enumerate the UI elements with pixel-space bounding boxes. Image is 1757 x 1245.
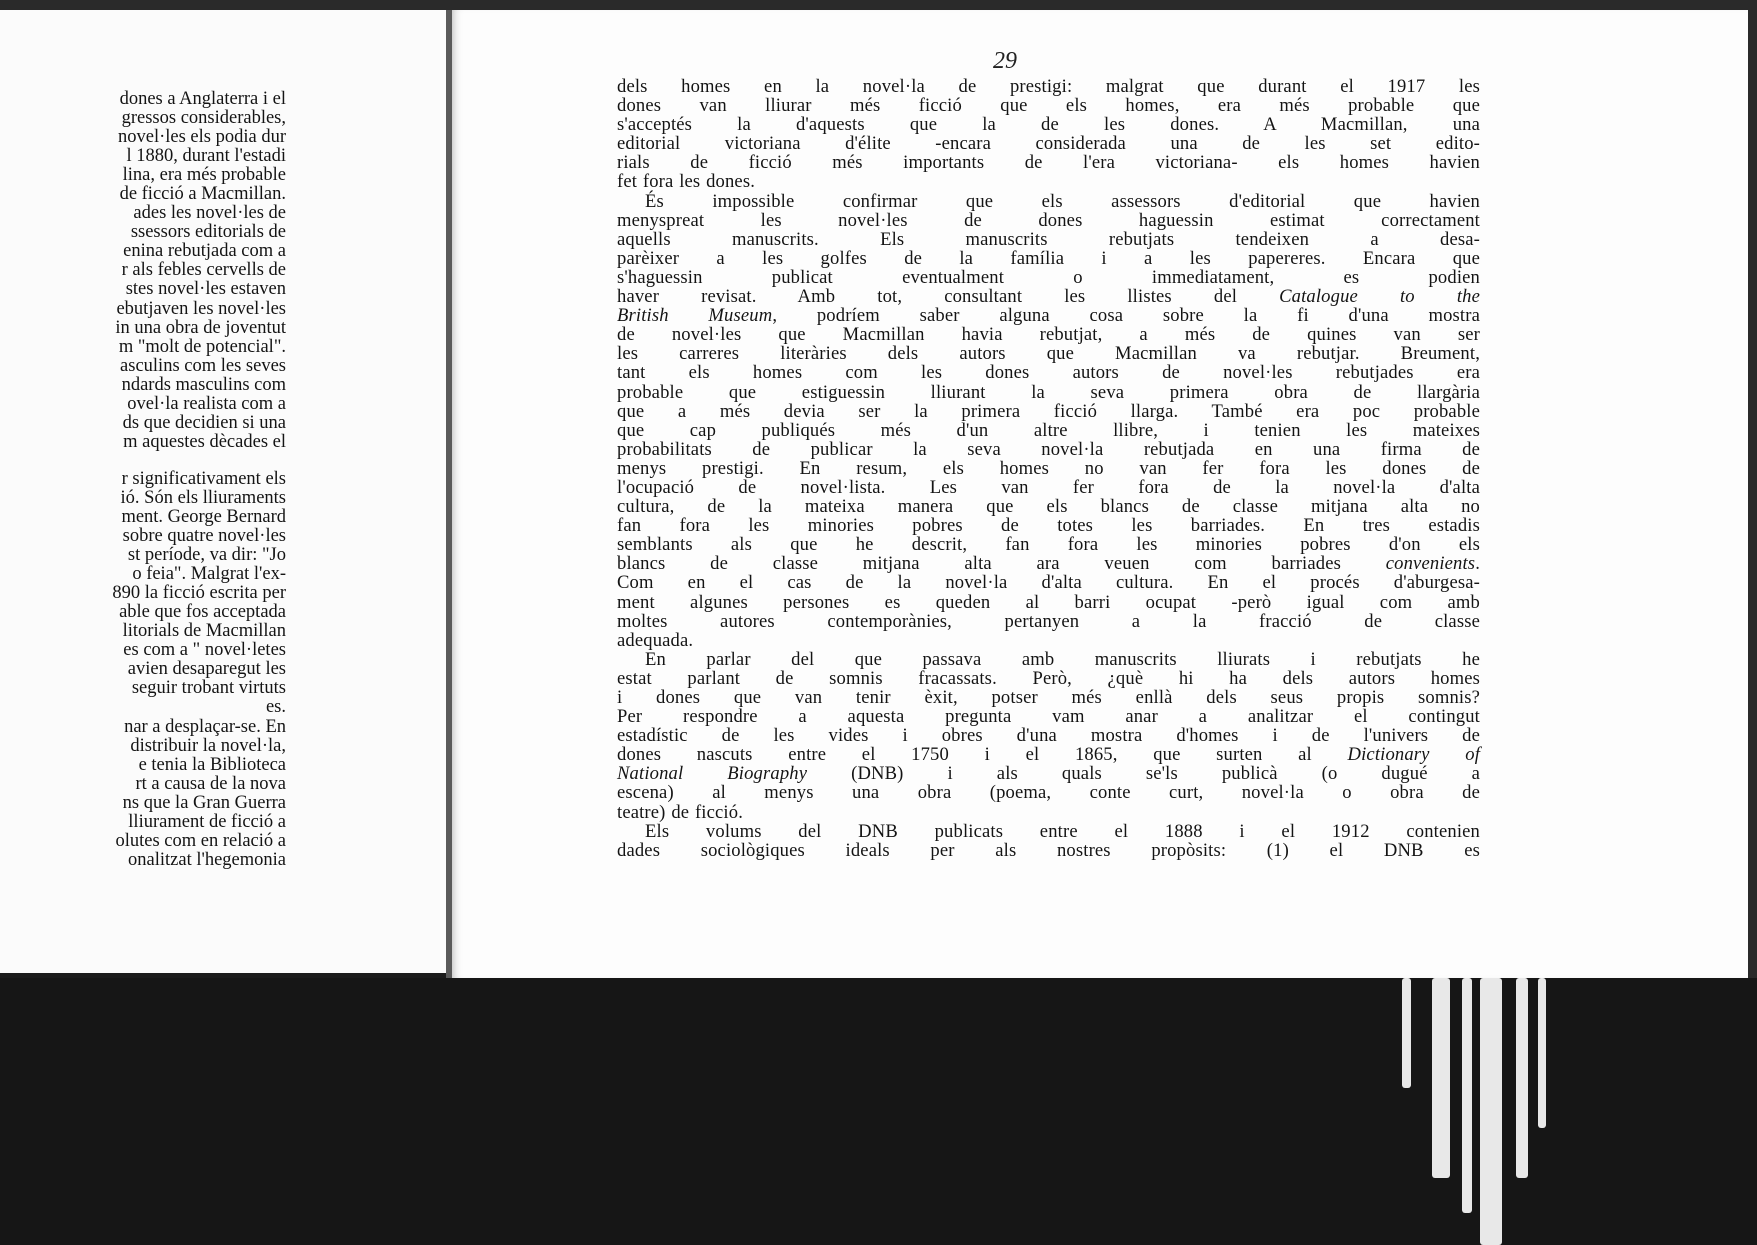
left-page-line: gressos considerables, bbox=[121, 108, 286, 129]
left-page-line: ment. George Bernard bbox=[121, 506, 286, 527]
light-stripe bbox=[1538, 978, 1546, 1128]
left-page-line: m aquestes dècades el bbox=[123, 431, 286, 452]
left-page-line: asculins com les seves bbox=[120, 355, 286, 376]
left-page-line: ds que decidien si una bbox=[122, 412, 286, 433]
right-page-line: i dones que van tenir èxit, potser més enllà dels seus propis somnis? bbox=[617, 687, 1480, 708]
right-page-line: dones van lliurar més ficció que els homes, era més probable que bbox=[617, 95, 1480, 117]
left-page-line: es. bbox=[265, 697, 286, 718]
right-page-line: Com en el cas de la novel·la d'alta cultura. En el procés d'aburgesa- bbox=[617, 572, 1480, 594]
right-page-line: British Museum, podríem saber alguna cosa sobre la fi d'una mostra bbox=[617, 305, 1480, 327]
left-page-line: ebutjaven les novel·les bbox=[116, 298, 286, 319]
right-page-line: les carreres literàries dels autors que Macmillan va rebutjar. Breument, bbox=[617, 343, 1480, 365]
left-page-line: 890 la ficció escrita per bbox=[112, 583, 286, 604]
left-page bbox=[0, 10, 446, 973]
left-page-line: rt a causa de la nova bbox=[135, 773, 286, 794]
right-page-line: que a més devia ser la primera ficció llarga. També era poc probable bbox=[617, 400, 1480, 422]
left-page-line: nar a desplaçar-se. En bbox=[124, 716, 286, 737]
right-page-line: s'haguessin publicat eventualment o immediatament, es podien bbox=[617, 266, 1480, 288]
right-page-line: de novel·les que Macmillan havia rebutjat, a més de quines van ser bbox=[617, 324, 1480, 346]
right-page bbox=[452, 10, 1752, 978]
right-page-line: editorial victoriana d'élite -encara considerada una de les set edito- bbox=[617, 133, 1480, 155]
right-page-line: escena) al menys una obra (poema, conte curt, novel·la o obra de bbox=[617, 782, 1480, 804]
left-page-line: lina, era més probable bbox=[122, 165, 286, 186]
right-page-line: adequada. bbox=[617, 629, 694, 651]
left-page-line: avien desaparegut les bbox=[127, 659, 286, 680]
left-page-line: olutes com en relació a bbox=[115, 830, 286, 851]
scan-right-edge bbox=[1748, 0, 1757, 978]
right-page-line: menys prestigi. En resum, els homes no van fer fora les dones de bbox=[617, 457, 1480, 479]
right-page-line: que cap publiqués més d'un altre llibre, i tenien les mateixes bbox=[617, 419, 1480, 441]
page-number: 29 bbox=[993, 48, 1017, 74]
right-page-line: ment algunes persones es queden al barri ocupat -però igual com amb bbox=[617, 591, 1480, 613]
left-page-line: de ficció a Macmillan. bbox=[119, 184, 286, 205]
left-page-line: ades les novel·les de bbox=[133, 203, 286, 224]
left-page-line: ndards masculins com bbox=[121, 374, 286, 395]
right-page-line: fan fora les minories pobres de totes les barriades. En tres estadis bbox=[617, 515, 1480, 537]
right-page-line: tant els homes com les dones autors de novel·les rebutjades era bbox=[617, 362, 1480, 384]
left-page-line: seguir trobant virtuts bbox=[131, 678, 286, 699]
right-page-text bbox=[617, 77, 1480, 860]
right-page-line: estat parlant de somnis fracassats. Però, ¿què hi ha dels autors homes bbox=[617, 667, 1480, 689]
right-page-line: National Biography (DNB) i als quals se'ls publicà (o dugué a bbox=[617, 763, 1480, 785]
right-page-line: haver revisat. Amb tot, consultant les llistes del Catalogue to the bbox=[617, 286, 1480, 308]
light-stripe bbox=[1480, 978, 1502, 1245]
right-page-line: cultura, de la mateixa manera que els blancs de classe mitjana alta no bbox=[617, 496, 1480, 518]
right-page-line: menyspreat les novel·les de dones haguessin estimat correctament bbox=[617, 209, 1480, 231]
right-page-line: parèixer a les golfes de la família i a les papereres. Encara que bbox=[617, 247, 1480, 269]
left-page-line: r significativament els bbox=[121, 468, 286, 489]
scan-bottom-background bbox=[0, 978, 1757, 1245]
left-page-line: l 1880, durant l'estadi bbox=[126, 146, 286, 167]
light-stripe bbox=[1432, 978, 1450, 1178]
left-page-line: ovel·la realista com a bbox=[127, 393, 286, 414]
right-page-line: En parlar del que passava amb manuscrits lliurats i rebutjats he bbox=[645, 648, 1480, 670]
left-page-line: ns que la Gran Guerra bbox=[122, 792, 286, 813]
left-page-line: ssessors editorials de bbox=[130, 222, 286, 243]
left-page-line: distribuir la novel·la, bbox=[130, 735, 286, 756]
light-stripe bbox=[1402, 978, 1411, 1088]
left-page-line: able que fos acceptada bbox=[119, 602, 286, 623]
left-page-line: ió. Són els lliuraments bbox=[120, 487, 286, 508]
left-page-text bbox=[0, 90, 286, 870]
left-page-line: m "molt de potencial". bbox=[118, 336, 286, 357]
left-page-line: sobre quatre novel·les bbox=[122, 526, 286, 547]
left-page-line: o feia". Malgrat l'ex- bbox=[132, 564, 286, 585]
right-page-line: s'acceptés la d'aquests que la de les dones. A Macmillan, una bbox=[617, 114, 1480, 136]
left-page-line: es com a " novel·letes bbox=[123, 640, 286, 661]
right-page-line: dades sociològiques ideals per als nostres propòsits: (1) el DNB es bbox=[617, 839, 1480, 861]
right-page-line: probabilitats de publicar la seva novel·la rebutjada en una firma de bbox=[617, 438, 1480, 460]
left-page-line: r als febles cervells de bbox=[121, 260, 286, 281]
light-stripe bbox=[1516, 978, 1528, 1178]
left-page-line: litorials de Macmillan bbox=[122, 621, 286, 642]
right-page-line: probable que estiguessin lliurant la seva primera obra de llargària bbox=[617, 381, 1480, 403]
right-page-line: blancs de classe mitjana alta ara veuen com barriades convenients. bbox=[617, 553, 1480, 575]
right-page-line: dones nascuts entre el 1750 i el 1865, que surten al Dictionary of bbox=[617, 744, 1481, 766]
right-page-line: estadístic de les vides i obres d'una mostra d'homes i de l'univers de bbox=[617, 725, 1480, 747]
left-page-line: enina rebutjada com a bbox=[123, 241, 286, 262]
right-page-line: Els volums del DNB publicats entre el 1888 i el 1912 contenien bbox=[645, 820, 1480, 842]
left-page-line bbox=[0, 452, 286, 470]
left-page-line: st període, va dir: "Jo bbox=[127, 545, 286, 566]
right-page-line: moltes autores contemporànies, pertanyen a la fracció de classe bbox=[617, 610, 1480, 632]
right-page-line: teatre) de ficció. bbox=[617, 801, 743, 823]
left-page-line: onalitzat l'hegemonia bbox=[128, 849, 286, 870]
right-page-line: fet fora les dones. bbox=[617, 171, 756, 193]
right-page-line: És impossible confirmar que els assessors d'editorial que havien bbox=[645, 190, 1480, 212]
right-page-line: l'ocupació de novel·lista. Les van fer fora de la novel·la d'alta bbox=[617, 476, 1480, 498]
left-page-line: stes novel·les estaven bbox=[125, 279, 286, 300]
right-page-line: semblants als que he descrit, fan fora les minories pobres d'on els bbox=[617, 534, 1480, 556]
right-page-line: Per respondre a aquesta pregunta vam anar a analitzar el contingut bbox=[617, 706, 1480, 728]
light-stripe bbox=[1462, 978, 1472, 1213]
right-page-line: dels homes en la novel·la de prestigi: malgrat que durant el 1917 les bbox=[617, 76, 1480, 97]
left-page-line: dones a Anglaterra i el bbox=[119, 89, 286, 109]
left-page-line: novel·les els podia dur bbox=[118, 127, 286, 148]
left-page-line: e tenia la Biblioteca bbox=[138, 754, 286, 775]
left-page-line: lliurament de ficció a bbox=[128, 811, 286, 832]
right-page-line: aquells manuscrits. Els manuscrits rebutjats tendeixen a desa- bbox=[617, 228, 1480, 250]
left-page-line: in una obra de joventut bbox=[115, 317, 286, 338]
right-page-line: rials de ficció més importants de l'era victoriana- els homes havien bbox=[617, 152, 1480, 174]
